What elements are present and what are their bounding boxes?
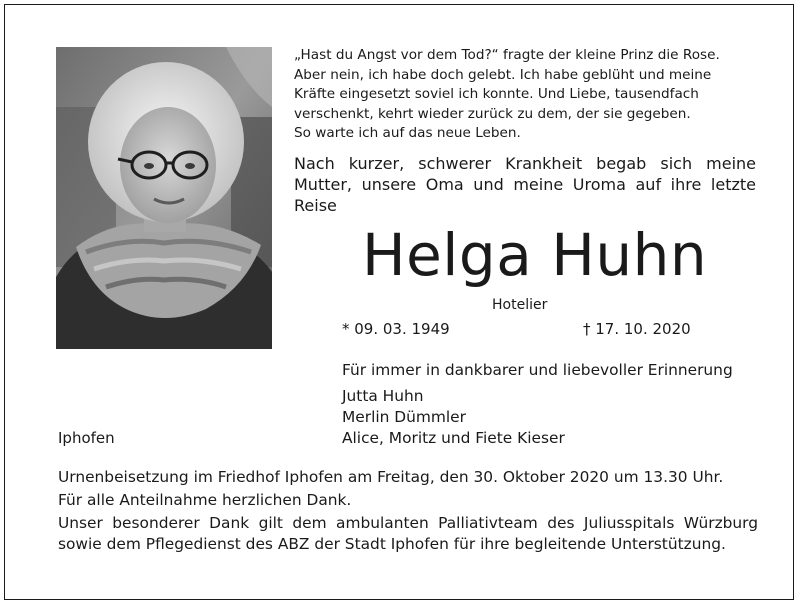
mourner-name: Alice, Moritz und Fiete Kieser xyxy=(342,429,565,447)
portrait-photo xyxy=(56,47,272,349)
death-date: † 17. 10. 2020 xyxy=(583,320,691,338)
place-name: Iphofen xyxy=(58,429,115,447)
portrait-image xyxy=(56,47,272,349)
poem-line: verschenkt, kehrt wieder zurück zu dem, der sie gegeben. xyxy=(294,105,691,122)
poem-line: Aber nein, ich habe doch gelebt. Ich habe geblüht und meine xyxy=(294,66,712,83)
memory-line: Für immer in dankbarer und liebevoller Erinnerung xyxy=(342,361,733,379)
mourners-list xyxy=(342,386,565,449)
mourner-name: Merlin Dümmler xyxy=(342,408,466,426)
poem-line: So warte ich auf das neue Leben. xyxy=(294,125,521,142)
poem-line: Kräfte eingesetzt soviel ich konnte. Und Liebe, tausendfach xyxy=(294,86,699,103)
closing-text xyxy=(58,467,758,555)
poem-line: „Hast du Angst vor dem Tod?“ fragte der kleine Prinz die Rose. xyxy=(294,47,720,63)
special-thanks: Unser besonderer Dank gilt dem ambulanten Palliativteam des Juliusspitals Würzburg sowie dem Pflegedienst des ABZ der Stadt Iphofen für ihre begleitende Unterstützung. xyxy=(58,514,758,553)
deceased-profession: Hotelier xyxy=(492,297,548,313)
poem-quote xyxy=(294,46,764,144)
intro-text: Nach kurzer, schwerer Krankheit begab sich meine Mutter, unsere Oma und meine Uroma auf ihre letzte Reise xyxy=(294,154,756,215)
mourner-name: Jutta Huhn xyxy=(342,387,424,405)
thanks-line: Für alle Anteilnahme herzlichen Dank. xyxy=(58,491,352,509)
deceased-name: Helga Huhn xyxy=(362,221,708,289)
funeral-info: Urnenbeisetzung im Friedhof Iphofen am Freitag, den 30. Oktober 2020 um 13.30 Uhr. xyxy=(58,468,724,486)
birth-date: * 09. 03. 1949 xyxy=(342,320,450,338)
